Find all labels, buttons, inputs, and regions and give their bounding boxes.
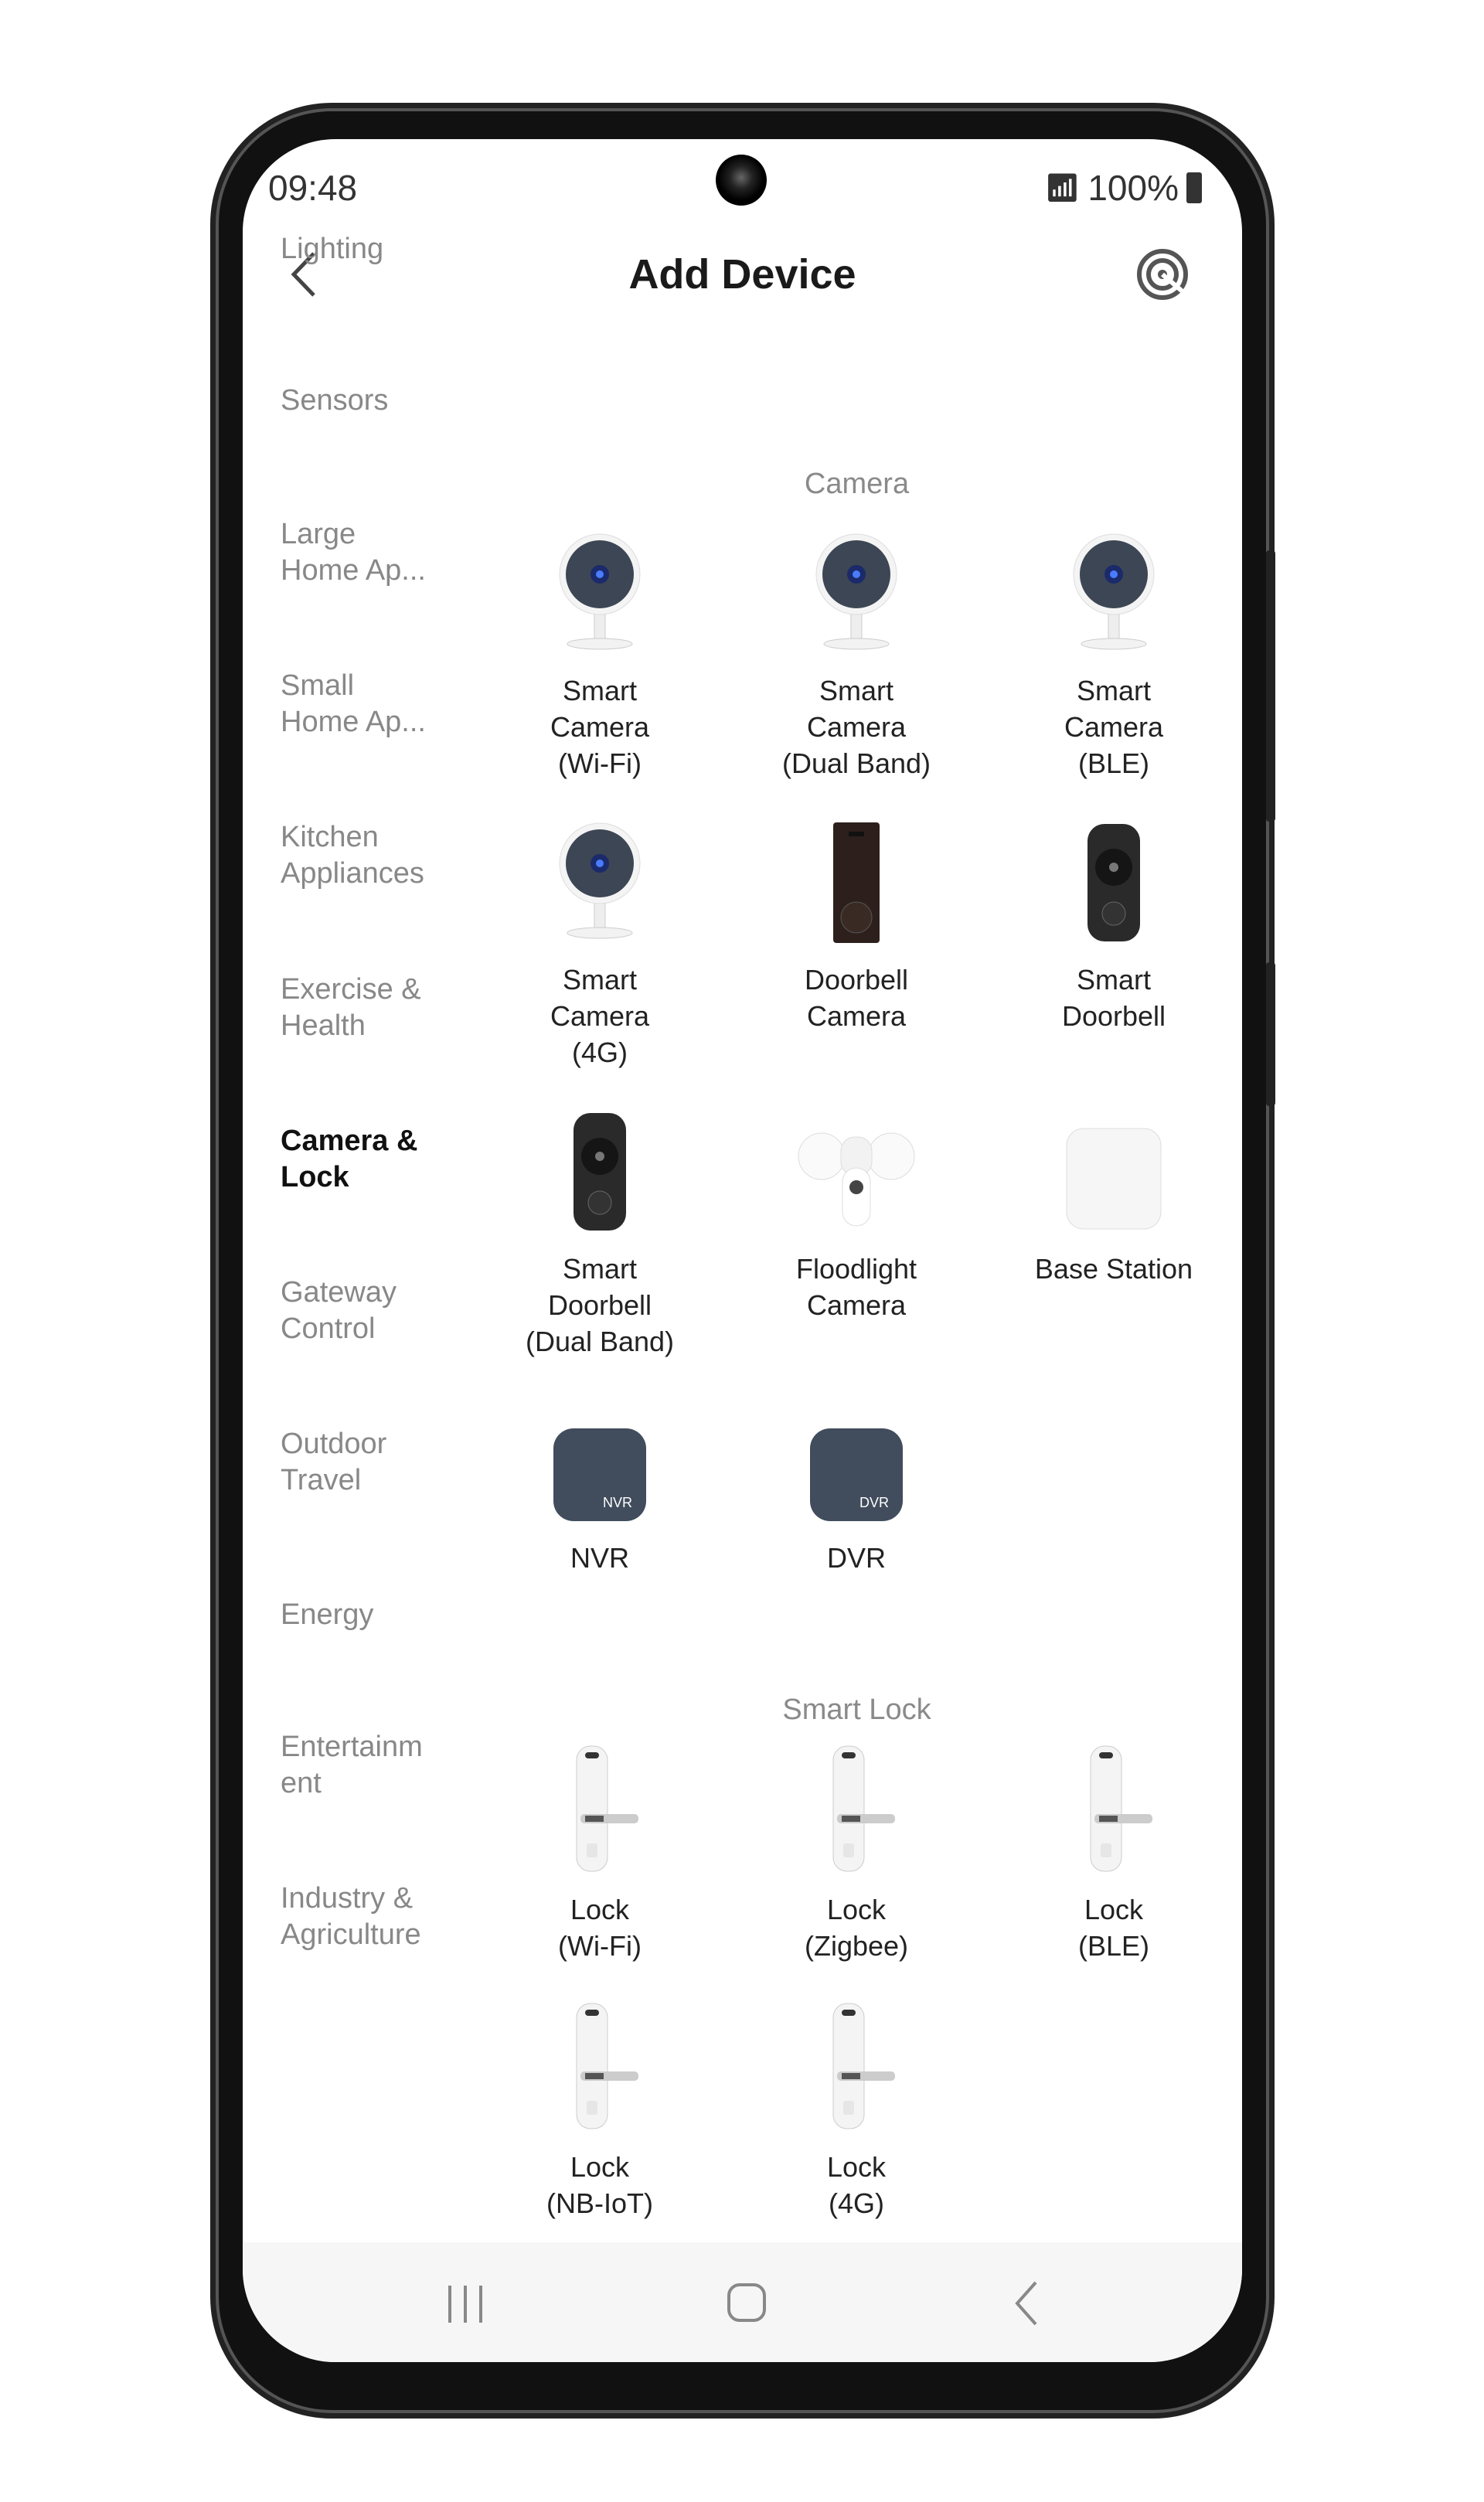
device-label: Lock (NB-IoT) [546, 2151, 653, 2219]
device-item[interactable] [471, 1102, 728, 1360]
status-time: 09:48 [268, 168, 358, 208]
wifi-icon: 📶︎ [1044, 172, 1081, 203]
device-item[interactable] [985, 1743, 1242, 1964]
device-label: DVR [826, 1542, 886, 1574]
lock-icon [985, 1743, 1242, 1874]
device-label: Lock (Zigbee) [804, 1894, 909, 1962]
navigation-bar [243, 2242, 1242, 2362]
recorder-icon [471, 1391, 728, 1523]
volume-button [1266, 550, 1275, 822]
scan-button[interactable] [1135, 247, 1190, 301]
device-label: Lock (4G) [826, 2151, 887, 2219]
camera-icon [471, 813, 728, 945]
sidebar-item[interactable]: Small Home Ap... [281, 669, 426, 738]
sidebar-item[interactable]: Large Home Ap... [281, 518, 426, 587]
device-label: Smart Camera (Dual Band) [781, 675, 931, 779]
device-label: Smart Camera (4G) [550, 964, 650, 1068]
recorder-icon [728, 1391, 985, 1523]
sidebar-item[interactable]: Kitchen Appliances [281, 821, 424, 890]
device-label: Smart Doorbell [1061, 964, 1166, 1032]
page-title: Add Device [628, 251, 856, 298]
sidebar-item[interactable]: Entertainm ent [281, 1731, 423, 1799]
floodlight-icon [728, 1102, 985, 1234]
power-button [1266, 962, 1275, 1106]
svg-text:DVR: DVR [859, 1495, 889, 1510]
sidebar-item[interactable]: Energy [281, 1598, 374, 1631]
target-icon [1135, 247, 1190, 301]
sidebar-item[interactable]: Lighting [281, 233, 384, 265]
lock-icon [728, 2000, 985, 2132]
doorbell-camera-icon [728, 813, 985, 945]
device-label: Smart Camera (BLE) [1064, 675, 1164, 779]
screen [243, 139, 1242, 2362]
battery-icon [1186, 172, 1202, 203]
device-label: NVR [570, 1542, 629, 1574]
device-item[interactable] [728, 2000, 985, 2221]
sidebar-item[interactable]: Exercise & Health [281, 973, 421, 1042]
device-label: Base Station [1034, 1253, 1193, 1285]
sidebar-item[interactable]: Sensors [281, 384, 389, 417]
device-label: Lock (Wi-Fi) [558, 1894, 642, 1962]
device-item[interactable] [728, 813, 985, 1034]
device-label: Smart Doorbell (Dual Band) [525, 1253, 675, 1357]
back-nav-button[interactable] [1011, 2279, 1042, 2327]
device-label: Doorbell Camera [804, 964, 909, 1032]
front-camera [716, 155, 767, 206]
device-item[interactable] [985, 813, 1242, 1034]
lock-icon [471, 1743, 728, 1874]
sidebar-item[interactable]: Industry & Agriculture [281, 1882, 421, 1951]
device-item[interactable] [471, 813, 728, 1071]
recent-apps-button[interactable] [442, 2282, 488, 2326]
device-item[interactable] [728, 1391, 985, 1576]
sidebar-item[interactable]: Camera & Lock [281, 1125, 418, 1193]
svg-text:NVR: NVR [602, 1495, 632, 1510]
status-icons [1045, 167, 1202, 209]
device-item[interactable] [985, 1102, 1242, 1287]
sidebar-item[interactable]: Outdoor Travel [281, 1428, 387, 1496]
device-label: Smart Camera (Wi-Fi) [550, 675, 650, 779]
device-item[interactable] [728, 1102, 985, 1323]
sidebar-item[interactable]: Gateway Control [281, 1276, 397, 1345]
camera-icon [985, 524, 1242, 655]
home-button[interactable] [725, 2281, 768, 2324]
device-item[interactable] [471, 1391, 728, 1576]
battery-percent: 100% [1087, 168, 1179, 208]
base-station-icon [985, 1102, 1242, 1234]
device-label: Lock (BLE) [1077, 1894, 1150, 1962]
device-item[interactable] [471, 2000, 728, 2221]
device-label: Floodlight Camera [795, 1253, 917, 1321]
lock-icon [471, 2000, 728, 2132]
device-item[interactable] [728, 524, 985, 781]
camera-icon [471, 524, 728, 655]
device-item[interactable] [728, 1743, 985, 1964]
section-title: Smart Lock [782, 1694, 931, 1726]
doorbell-icon [985, 813, 1242, 945]
doorbell-icon [471, 1102, 728, 1234]
device-item[interactable] [471, 1743, 728, 1964]
device-item[interactable] [985, 524, 1242, 781]
section-title: Camera [804, 468, 910, 500]
device-item[interactable] [471, 524, 728, 781]
camera-icon [728, 524, 985, 655]
lock-icon [728, 1743, 985, 1874]
